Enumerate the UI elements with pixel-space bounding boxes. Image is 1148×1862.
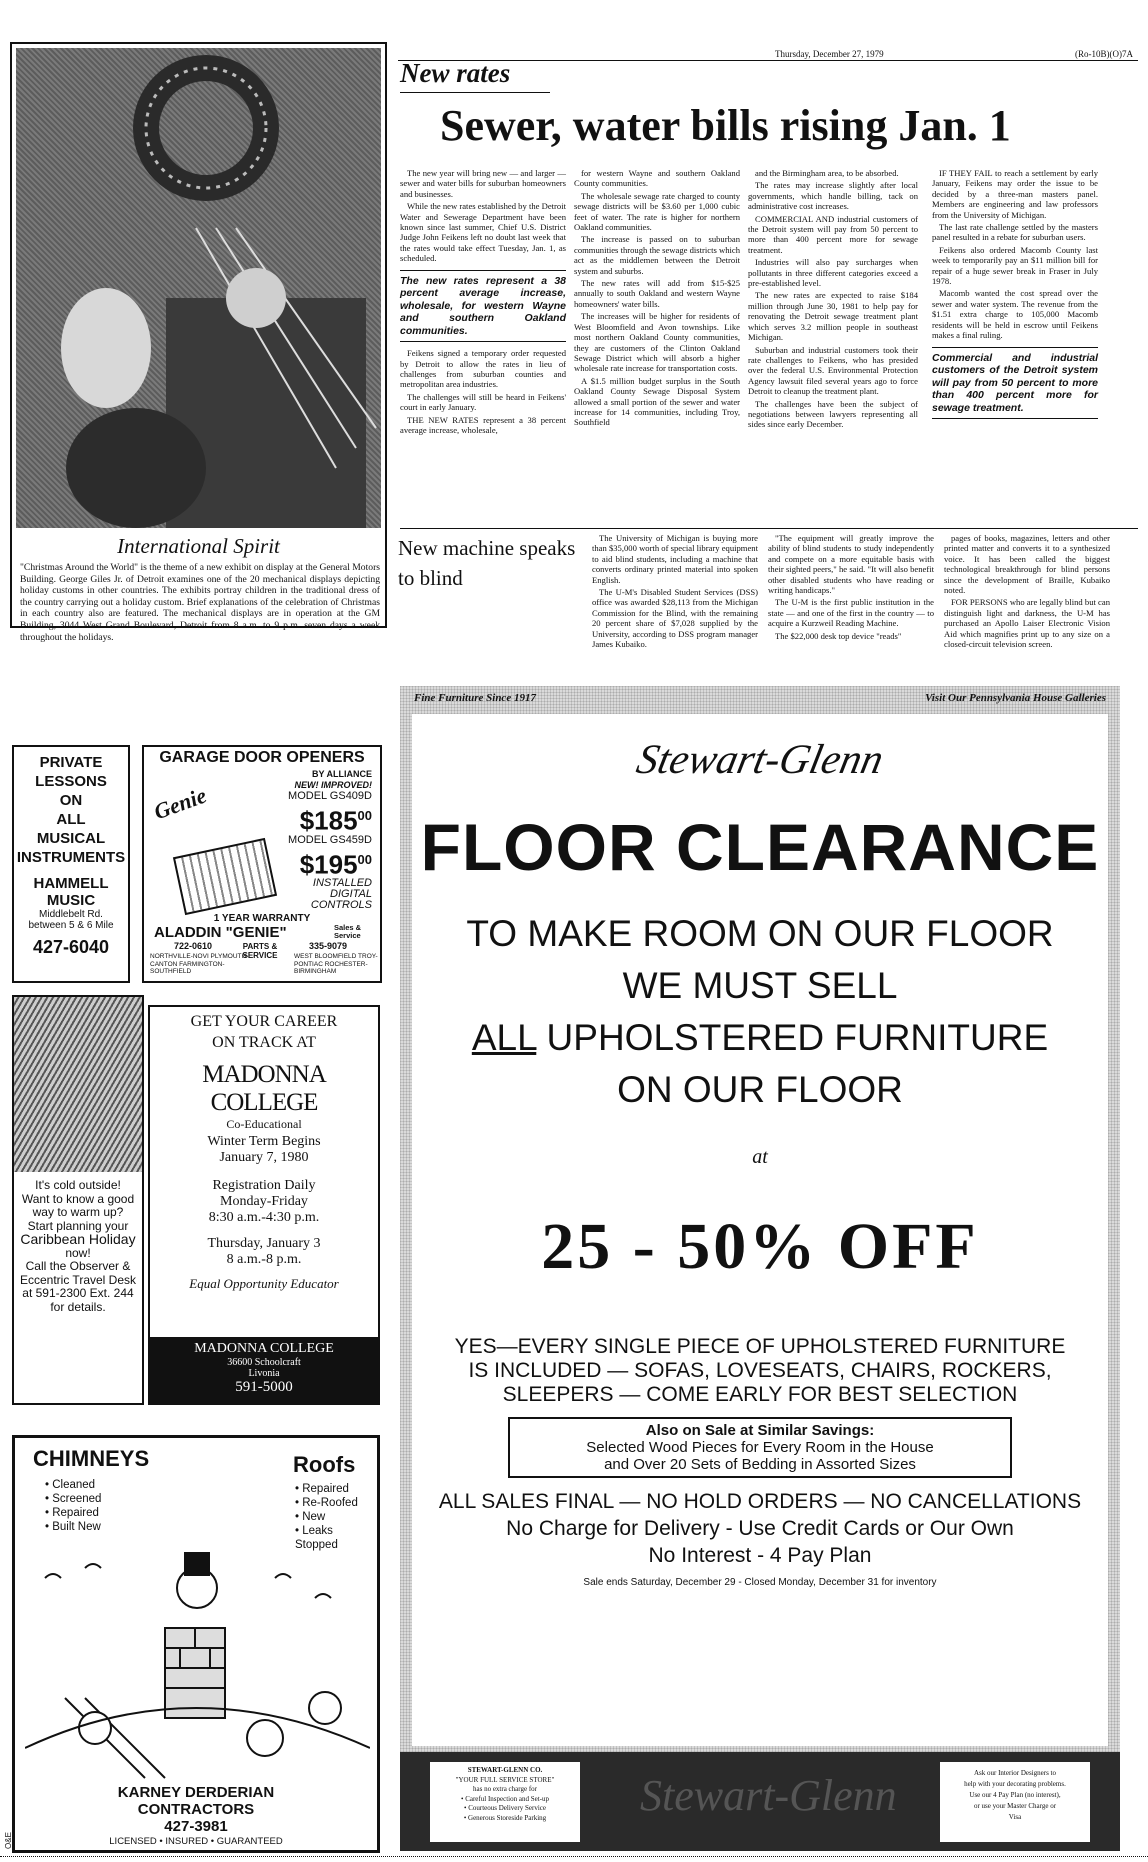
reg-hours: 8:30 a.m.-4:30 p.m. — [208, 1210, 320, 1225]
store-phone: 427-6040 — [32, 937, 110, 957]
company-footer: LICENSED • INSURED • GUARANTEED — [109, 1836, 283, 1847]
also-line: and Over 20 Sets of Bedding in Assorted Sizes — [604, 1456, 916, 1473]
roofs-title: Roofs — [293, 1452, 356, 1477]
also-on-sale-box — [508, 1417, 1012, 1478]
roof-services — [295, 1482, 377, 1552]
travel-ad — [12, 995, 144, 1405]
ad-lines — [14, 747, 128, 867]
garage-door-ad — [142, 745, 382, 983]
ad-panel — [412, 714, 1108, 1746]
pull-quote: Commercial and industrial customers of the Detroit system will pay from 50 percent to more than 400 percent more for sewage treatment. — [932, 347, 1098, 420]
thursday: Thursday, January 3 — [207, 1236, 321, 1251]
yes-line: IS INCLUDED — SOFAS, LOVESEATS, CHAIRS, ROCKERS, — [468, 1359, 1052, 1382]
price-2-cents: 00 — [357, 851, 372, 867]
registration: Registration Daily — [212, 1178, 316, 1193]
travel-line: Start planning your — [27, 1218, 129, 1233]
phone-2: 335-9079 — [309, 941, 348, 951]
sale-line: WE MUST SELL — [622, 965, 898, 1006]
store-line: MUSIC — [46, 892, 96, 909]
sale-line-all: ALL — [471, 1017, 537, 1058]
ad-line: PRIVATE — [39, 754, 103, 771]
story-divider — [400, 528, 1138, 529]
paragraph: The University of Michigan is buying more than $35,000 worth of special library equipment to aid blind students, including a machine that converts ordinary printed material into spoken English. — [592, 533, 758, 585]
coed: Co-Educational — [226, 1117, 302, 1131]
service-item: • Leaks Stopped — [295, 1525, 338, 1551]
phone-1: 722-0610 — [174, 941, 213, 951]
sale-line: TO MAKE ROOM ON OUR FLOOR — [466, 913, 1054, 954]
model-1: MODEL GS409D — [288, 790, 372, 802]
paragraph: COMMERCIAL AND industrial customers of the Detroit system will pay from 50 percent to more than 400 percent more for sewage treatment. — [748, 213, 918, 255]
paragraph: The U-M is the first public institution in the state — and one of the first in the country — to acquire a Kurzweil Reading Machine. — [768, 597, 934, 629]
garage-opener-icon — [173, 838, 277, 915]
genie-logo — [152, 771, 252, 831]
edition-date: Thursday, December 27, 1979 — [775, 49, 884, 59]
footer-right-line: Visa — [1008, 1813, 1022, 1821]
footer-left-line: • Generous Storeside Parking — [463, 1813, 547, 1822]
discount: 25 - 50% OFF — [541, 1210, 979, 1283]
genie-logo-text: Genie — [150, 782, 210, 825]
installed: INSTALLED — [312, 877, 372, 890]
sewer-col-2 — [574, 168, 740, 430]
paragraph: A $1.5 million budget surplus in the South Oakland County Sewage Disposal System allowed a small portion of the sewer and water increase for 14 communities, including Troy, Southfield — [574, 375, 740, 428]
paragraph: The last rate challenge settled by the masters panel resulted in a rebate for suburban users. — [932, 222, 1098, 243]
page-bottom-rule — [0, 1856, 1148, 1857]
ad-by: BY ALLIANCE — [311, 769, 372, 779]
blind-headline-wrap — [398, 533, 578, 593]
digital: DIGITAL — [330, 888, 372, 901]
service-item: • New — [295, 1511, 326, 1523]
service-item: • Cleaned — [45, 1479, 96, 1491]
store-name — [14, 875, 128, 909]
paragraph: The new rates will add from $15-$25 annually to south Oakland and western Wayne homeowners' water bills. — [574, 278, 740, 309]
ad-parts: PARTS & SERVICE — [242, 942, 278, 960]
reg-days: Monday-Friday — [220, 1194, 308, 1209]
footer-logo: Stewart-Glenn — [640, 1771, 897, 1820]
also-line: Also on Sale at Similar Savings: — [645, 1422, 875, 1439]
price-1-dollars: $185 — [299, 805, 358, 836]
company-block — [15, 1784, 377, 1835]
ad-brand: ALADDIN "GENIE" — [154, 924, 287, 941]
travel-line: Want to know a good way to warm up? — [21, 1191, 135, 1219]
paragraph: The challenges will still be heard in Feikens' court in early January. — [400, 391, 566, 413]
madonna-college-ad — [148, 1005, 380, 1405]
paragraph: THE NEW RATES represent a 38 percent average increase, wholesale, — [400, 414, 566, 435]
footer-left-line: "YOUR FULL SERVICE STORE" — [455, 1775, 555, 1784]
footer-address: 36600 Schoolcraft — [227, 1357, 301, 1368]
pull-quote: The new rates represent a 38 percent average increase, wholesale, for western Wayne and southern Oakland communities. — [400, 270, 566, 343]
stewart-glenn-logo: Stewart-Glenn — [632, 737, 888, 783]
footer-phone: 591-5000 — [235, 1379, 293, 1395]
ad-sales: Sales & Service — [334, 923, 362, 940]
paragraph: Industries will also pay surcharges when pollutants in three different categories exceed a pre-established level. — [748, 257, 918, 289]
paragraph: Feikens signed a temporary order requested by Detroit to allow the rates in lieu of challenges from suburban counties and metropolitan area industries. — [400, 348, 566, 390]
sale-ends: Sale ends Saturday, December 29 - Closed Monday, December 31 for inventory — [583, 1577, 937, 1588]
ad-footer — [400, 1752, 1120, 1851]
ad-title: GARAGE DOOR OPENERS — [159, 749, 365, 766]
yes-block — [412, 1335, 1108, 1407]
price-1 — [288, 802, 372, 835]
snow-scene-photo — [14, 997, 142, 1172]
footer-right-line: Ask our Interior Designers to — [973, 1769, 1057, 1777]
sewer-col-1 — [400, 168, 566, 437]
college-name: MADONNA COLLEGE — [202, 1061, 326, 1116]
at-word: at — [752, 1146, 768, 1168]
footer-left-box — [430, 1762, 580, 1842]
model-2: MODEL GS459D — [288, 833, 372, 846]
sewer-col-4 — [932, 168, 1098, 425]
paragraph: While the new rates established by the Detroit Water and Sewerage Department have been known since last summer, Chief U.S. District Judge John Feikens left no doubt last week that the rates would take effect Tuesday, Jan. 1, as scheduled. — [400, 201, 566, 264]
ad-new: NEW! IMPROVED! — [294, 780, 372, 790]
final-line: No Charge for Delivery - Use Credit Cards or Our Own — [506, 1517, 1014, 1540]
paragraph: The challenges have been the subject of negotiations between lawyers representing all sides since early December. — [748, 398, 918, 430]
yes-line: SLEEPERS — COME EARLY FOR BEST SELECTION — [502, 1383, 1018, 1406]
footer-left-line: has no extra charge for — [472, 1785, 537, 1793]
paragraph: The new rates are expected to raise $184 million through June 30, 1981 to help pay for renovating the Detroit sewage treatment plant which serves 3.2 million people in southeast Michigan. — [748, 290, 918, 343]
kicker-rule — [400, 92, 550, 93]
blind-col-1 — [592, 533, 758, 651]
chimney-ad — [12, 1435, 380, 1853]
footer-left-line: • Careful Inspection and Set-up — [461, 1794, 549, 1803]
sale-line — [412, 1012, 1108, 1064]
company-phone: 427-3981 — [164, 1818, 228, 1835]
paragraph: The rates may increase slightly after local governments, which handle billing, tack on administrative cost increases. — [748, 180, 918, 212]
chimney-services — [45, 1478, 101, 1534]
also-line: Selected Wood Pieces for Every Room in the House — [586, 1439, 934, 1456]
travel-line: Call the Observer & Eccentric Travel Desk at 591-2300 Ext. 244 for details. — [19, 1259, 137, 1314]
thursday-hours: 8 a.m.-8 p.m. — [226, 1252, 302, 1267]
ad-line: ON — [59, 792, 83, 809]
stewart-glenn-ad — [400, 686, 1120, 1851]
final-block — [412, 1488, 1108, 1569]
footer-right-line: or use your Master Charge or — [973, 1802, 1057, 1810]
price-2 — [288, 846, 372, 879]
paragraph: pages of books, magazines, letters and other printed matter and converts it to a synthesized voice. It has been called the biggest technological breakthrough for blind persons since the development of Braille, Kubaiko noted. — [944, 533, 1110, 596]
galleries: Visit Our Pennsylvania House Galleries — [925, 692, 1106, 704]
paragraph: for western Wayne and southern Oakland County communities. — [574, 168, 740, 189]
area-1: NORTHVILLE-NOVI PLYMOUTH-CANTON FARMINGTON-SOUTHFIELD — [150, 953, 249, 975]
final-line: ALL SALES FINAL — NO HOLD ORDERS — NO CANCELLATIONS — [438, 1490, 1082, 1513]
photo-caption-text: "Christmas Around the World" is the theme of a new exhibit on display at the General Motors Building. George Giles Jr. of Detroit examines one of the 20 mechanical displays depicting holiday customs in other countries. The exhibits portray children in the traditional dress of the country carrying out a holiday custom. Brief explanations of the celebration of Christmas in each country also are featured. The mechanical displays are in operation at the GM Building, 3044 West Grand Boulevard, Detroit from 8 a.m. to 9 p.m. seven days a week throughout the holidays. — [20, 562, 380, 643]
footer-right-line: Use our 4 Pay Plan (no interest), — [969, 1791, 1061, 1799]
paragraph: The $22,000 desk top device "reads" — [775, 630, 902, 641]
blind-headline: New machine speaks to blind — [398, 536, 576, 590]
eoe: Equal Opportunity Educator — [189, 1276, 339, 1291]
chimneys-title: CHIMNEYS — [33, 1446, 150, 1471]
store-address: Middlebelt Rd. between 5 & 6 Mile — [28, 909, 114, 931]
travel-line: Caribbean Holiday — [20, 1231, 136, 1247]
travel-line: now! — [65, 1245, 91, 1260]
service-item: • Screened — [45, 1493, 102, 1505]
chimney-cartoon-illustration — [25, 1548, 370, 1788]
service-item: • Built New — [45, 1521, 101, 1533]
paragraph: FOR PERSONS who are legally blind but can distinguish light and darkness, the U-M has purchased an Apollo Laiser Electronic Vision Aid which magnifies print up to any size on a closed-circuit television screen. — [944, 597, 1110, 650]
ad-line: LESSONS — [35, 773, 107, 790]
sale-line: ON OUR FLOOR — [617, 1069, 903, 1110]
area-2: WEST BLOOMFIELD TROY-PONTIAC ROCHESTER-BIRMINGHAM — [294, 953, 378, 975]
paragraph: Suburban and industrial customers took their rate challenges to Feikens, who has presided over the federal U.S. Environmental Protection Agency lawsuit filed several years ago to force Detroit to cleanup the treatment plant. — [748, 344, 918, 397]
page-code: (Ro-10B)(O)7A — [1075, 49, 1133, 59]
store-line: HAMMELL — [33, 875, 109, 892]
paragraph: Macomb wanted the cost spread over the sewer and water system. The revenue from the $1.51 extra charge to 105,000 Macomb residents will be held in escrow until Feikens makes a final ruling. — [932, 288, 1098, 341]
paragraph: The increases will be higher for residents of West Bloomfield and Avon townships. Like most northern Oakland County communities, they are customers of the Clinton Oakland Sewage District which will absorb a higher wholesale rate increase for transportation costs. — [574, 311, 740, 374]
ad-line: ALL — [56, 811, 86, 828]
company-name: KARNEY DERDERIAN — [117, 1784, 275, 1801]
floor-clearance: FLOOR CLEARANCE — [420, 810, 1100, 884]
paragraph: and the Birmingham area, to be absorbed. — [755, 168, 899, 178]
price-1-cents: 00 — [357, 808, 372, 823]
footer-name: MADONNA COLLEGE — [194, 1341, 334, 1356]
page-footer-code: O&E — [3, 1832, 13, 1849]
travel-line: It's cold outside! — [35, 1178, 121, 1192]
paragraph: The new year will bring new — and larger — sewer and water bills for suburban homeowners and businesses. — [400, 168, 566, 199]
sale-message — [412, 908, 1108, 1116]
term-date: January 7, 1980 — [219, 1150, 309, 1165]
footer-right-line: help with your decorating problems. — [964, 1780, 1066, 1788]
price-2-dollars: $195 — [299, 849, 358, 880]
paragraph: The wholesale sewage rate charged to county sewage districts will be $3.60 per 1,000 cubic feet of water. The rate is higher for northern Oakland communities. — [574, 190, 740, 233]
final-line: No Interest - 4 Pay Plan — [648, 1544, 872, 1567]
company-name-2: CONTRACTORS — [137, 1801, 255, 1818]
paragraph: The U-M's Disabled Student Services (DSS) office was awarded $28,113 from the Michigan Commission for the Blind, with the remaining 20 percent share of $7,028 supplied by the University, according to DSS program manager James Kubaiko. — [592, 587, 758, 650]
term: Winter Term Begins — [207, 1134, 321, 1149]
madonna-footer — [150, 1337, 378, 1403]
footer-city: Livonia — [248, 1368, 280, 1379]
sale-line-rest: UPHOLSTERED FURNITURE — [536, 1017, 1049, 1058]
story-headline: Sewer, water bills rising Jan. 1 — [440, 101, 1011, 150]
holiday-display-photo — [16, 48, 381, 528]
blind-col-3 — [944, 533, 1110, 651]
ad-warranty: 1 YEAR WARRANTY — [213, 913, 311, 924]
music-lessons-ad — [12, 745, 130, 983]
paragraph: The increase is passed on to suburban communities through the sewage districts which act as the middlemen between the Detroit system and suburbs. — [574, 234, 740, 276]
sewer-col-3 — [748, 168, 918, 432]
travel-text — [16, 1179, 140, 1314]
photo-feature — [10, 42, 387, 643]
ad-line: MUSICAL — [36, 830, 106, 847]
wreath-and-doll-illustration — [16, 48, 381, 528]
blind-col-2 — [768, 533, 934, 643]
ad-model-block — [288, 769, 372, 911]
footer-left-line: STEWART-GLENN CO. — [467, 1766, 543, 1774]
photo-caption-title: International Spirit — [117, 534, 280, 558]
footer-right-box — [940, 1762, 1090, 1842]
yes-line: YES—EVERY SINGLE PIECE OF UPHOLSTERED FURNITURE — [454, 1335, 1066, 1358]
service-item: • Repaired — [295, 1483, 349, 1495]
fine-furniture: Fine Furniture Since 1917 — [414, 692, 536, 704]
controls: CONTROLS — [310, 899, 372, 912]
career-tagline: GET YOUR CAREER ON TRACK AT — [190, 1013, 338, 1051]
ad-line: INSTRUMENTS — [16, 849, 126, 866]
footer-left-line: • Courteous Delivery Service — [464, 1804, 546, 1812]
service-item: • Repaired — [45, 1507, 99, 1519]
service-item: • Re-Roofed — [295, 1497, 358, 1509]
paragraph: "The equipment will greatly improve the ability of blind students to study independently and compete on a more equitable basis with their sighted peers," he said. "It will also benefit other disabled students who have reading or writing handicaps." — [768, 533, 934, 596]
paragraph: IF THEY FAIL to reach a settlement by early January, Feikens may order the issue to be decided by a three-man masters panel. Members are engineering and law professors from the University of Michigan. — [932, 168, 1098, 220]
story-kicker: New rates — [400, 58, 511, 88]
paragraph: Feikens also ordered Macomb County last week to temporarily pay an $11 million bill for repair of a huge sewer break in Fraser in July 1978. — [932, 244, 1098, 287]
